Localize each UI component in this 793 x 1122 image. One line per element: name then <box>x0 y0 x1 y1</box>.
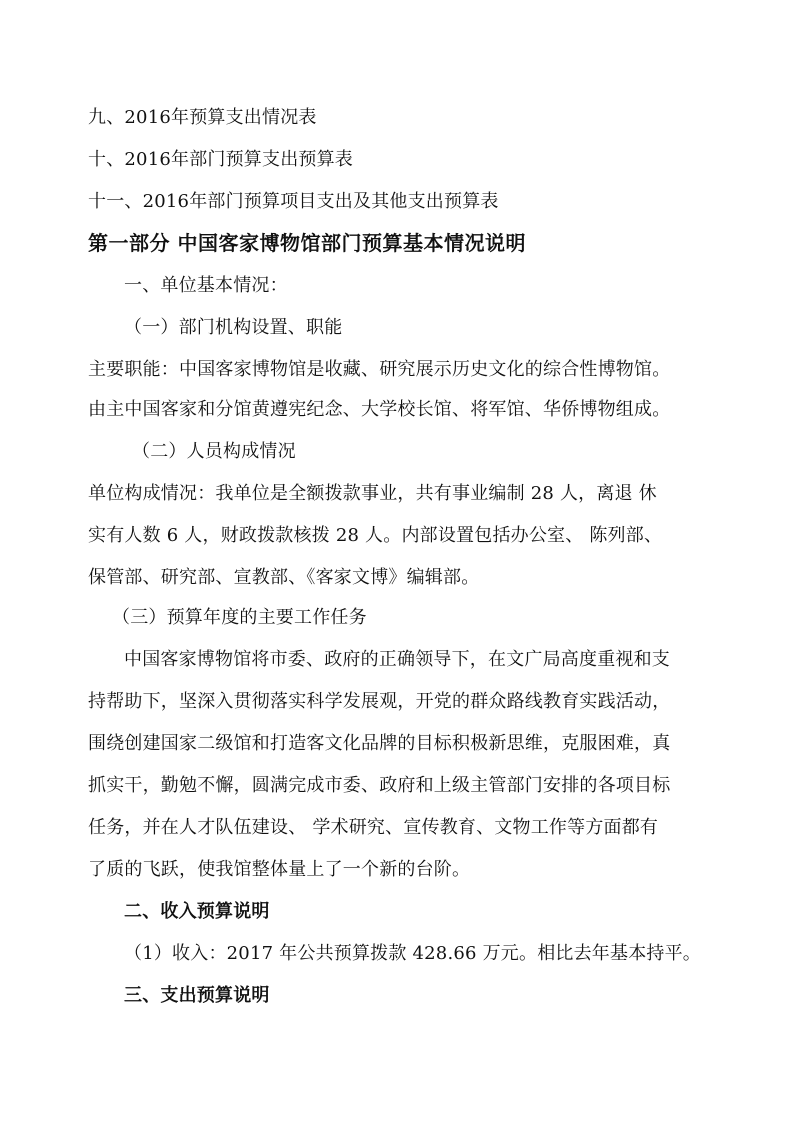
subsection-3-heading: （三）预算年度的主要工作任务 <box>112 607 367 628</box>
paragraph-line: 抓实干，勤勉不懈，圆满完成市委、政府和上级主管部门安排的各项目标 <box>88 775 671 796</box>
paragraph-line: （1）收入：2017 年公共预算拨款 428.66 万元。相比去年基本持平。 <box>124 943 702 964</box>
section-1-heading: 一、单位基本情况： <box>124 275 288 296</box>
paragraph-line: 了质的飞跃，使我馆整体量上了一个新的台阶。 <box>88 859 471 880</box>
toc-item-9: 九、2016年预算支出情况表 <box>88 107 317 128</box>
paragraph-line: 持帮助下，坚深入贯彻落实科学发展观，开党的群众路线教育实践活动， <box>88 691 671 712</box>
section-2-heading: 二、收入预算说明 <box>124 901 270 922</box>
subsection-2-heading: （二）人员构成情况 <box>132 441 296 462</box>
paragraph-line: 任务，并在人才队伍建设、 学术研究、宣传教育、文物工作等方面都有 <box>88 817 659 838</box>
paragraph-line: 单位构成情况：我单位是全额拨款事业，共有事业编制 28 人，离退 休 <box>88 483 657 504</box>
paragraph-line: 主要职能：中国客家博物馆是收藏、研究展示历史文化的综合性博物馆。 <box>88 359 671 380</box>
section-3-heading: 三、支出预算说明 <box>124 985 270 1006</box>
toc-item-11: 十一、2016年部门预算项目支出及其他支出预算表 <box>88 191 499 212</box>
paragraph-line: 围绕创建国家二级馆和打造客文化品牌的目标积极新思维，克服困难，真 <box>88 733 671 754</box>
toc-item-10: 十、2016年部门预算支出预算表 <box>88 149 354 170</box>
part-one-title: 第一部分 中国客家博物馆部门预算基本情况说明 <box>88 231 526 255</box>
subsection-1-heading: （一）部门机构设置、职能 <box>124 317 343 338</box>
paragraph-line: 实有人数 6 人，财政拨款核拨 28 人。内部设置包括办公室、 陈列部、 <box>88 525 663 546</box>
paragraph-line: 由主中国客家和分馆黄遵宪纪念、大学校长馆、将军馆、华侨博物组成。 <box>88 399 671 420</box>
paragraph-line: 中国客家博物馆将市委、政府的正确领导下，在文广局高度重视和支 <box>124 649 670 670</box>
paragraph-line: 保管部、研究部、宣教部、《客家文博》编辑部。 <box>88 567 480 588</box>
